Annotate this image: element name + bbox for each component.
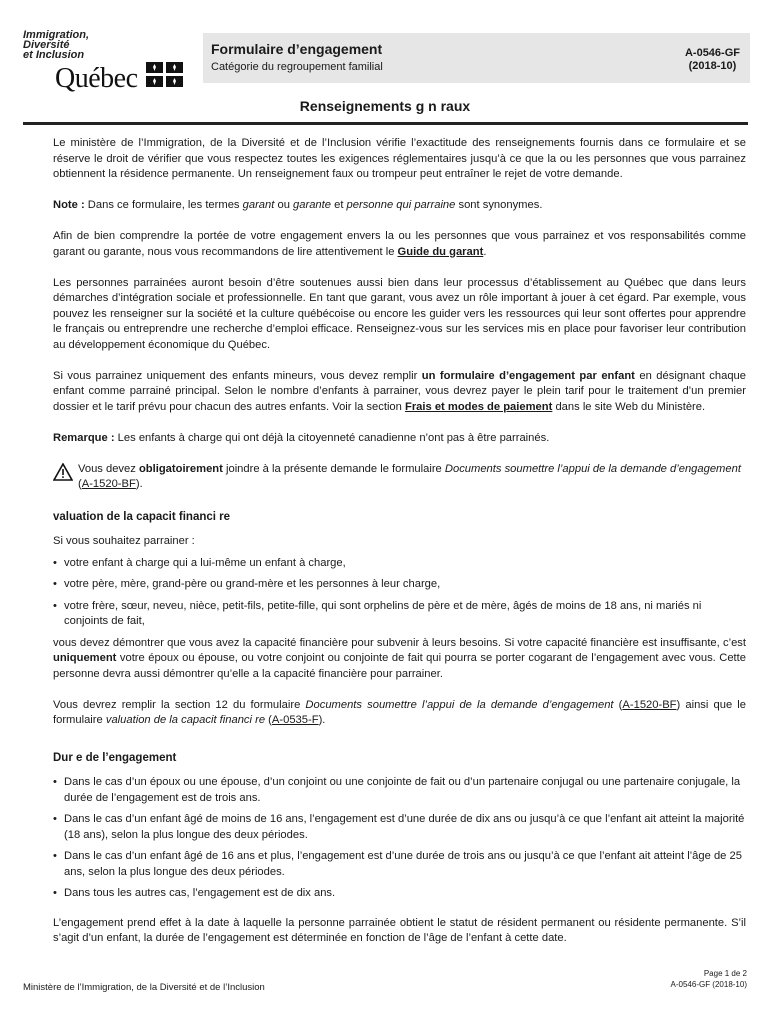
warning-block [53, 462, 746, 493]
document-body [53, 136, 746, 962]
financial-form-title: valuation de la capacit financi re [105, 714, 266, 726]
financial-heading: valuation de la capacit financi re [53, 510, 231, 523]
financial-paragraph-1 [53, 636, 746, 683]
guide-end: . [483, 245, 487, 258]
financial-text: ( [613, 698, 623, 711]
note-term-garante: garante [293, 199, 331, 211]
list-item: • Dans le cas d’un époux ou une épouse, d’un conjoint ou une conjointe de fait ou d’un partenaire conjugal ou une partenaire conjugale, la durée de l’engagement est de trois ans. [53, 775, 746, 806]
form-title: Formulaire d’engagement [211, 41, 383, 57]
quebec-logo [23, 30, 203, 92]
financial-paragraph-2 [53, 698, 746, 729]
note-label: Note : [53, 199, 85, 211]
warning-bold: obligatoirement [138, 462, 223, 475]
section-divider [23, 122, 748, 125]
financial-text: ( [265, 714, 272, 726]
financial-list [53, 556, 746, 630]
financial-lead: Si vous souhaitez parrainer : [53, 535, 195, 547]
section-title: Renseignements g n raux [299, 98, 471, 114]
minors-text: Si vous parrainez uniquement des enfants mineurs, vous devez remplir [53, 369, 422, 382]
support-paragraph: Les personnes parrainées auront besoin d’être soutenues aussi bien dans leur processus d’établissement au Québec que dans leurs démarches d’intégration sociale et professionnelle. En tant que garant, vous avez un rôle important à jouer à cet égard. Par exemple, vous pouvez les renseigner sur la société et la culture québécoise ou encore les guider vers les ressources qui leur sont offertes pour apprendre le français ou entreprendre une recherche d’emploi efficace. Renseignez-vous sur les services mis en place pour favoriser leur contribution au développement économique du Québec. [53, 276, 746, 351]
financial-text: Vous devrez remplir la section 12 du formulaire [53, 698, 306, 711]
frais-paiement-link[interactable]: Frais et modes de paiement [404, 400, 553, 413]
form-code-number: A-0546-GF [684, 47, 740, 59]
warning-text: ( [78, 478, 82, 490]
note-paragraph [53, 198, 746, 214]
page-number: Page 1 de 2 [703, 969, 747, 978]
minors-paragraph [53, 369, 746, 416]
note-term-personne: personne qui parraine [346, 199, 456, 211]
footer-ministry: Ministère de l’Immigration, de la Diversité et de l’Inclusion [23, 982, 265, 993]
minors-text: en désignant chaque enfant comme parrainé principal. Selon le nombre d’enfants à parrainer, vous devrez payer le plein tarif pour le traitement d’un premier dossier et le tarif prévu pour chacun des autres enfants. Voir la section [53, 369, 746, 413]
note-text: Dans ce formulaire, les termes [84, 199, 243, 211]
warning-text: ). [135, 478, 143, 490]
warning-text: joindre à la présente demande le formulaire [222, 462, 445, 475]
list-item: • votre enfant à charge qui a lui-même un enfant à charge, [53, 556, 746, 572]
logo-department-line2: Diversité [23, 39, 70, 51]
form-code [685, 47, 740, 73]
form-header [203, 33, 750, 83]
guide-du-garant-link[interactable]: Guide du garant [397, 245, 484, 258]
financial-bold: uniquement [53, 652, 117, 664]
financial-text: ). [318, 714, 326, 726]
list-item: • Dans le cas d’un enfant âgé de moins de 16 ans, l’engagement est d’une durée de dix ans ou jusqu’à ce que l’enfant ait atteint la majorité (18 ans), selon la plus longue des deux périodes. [53, 812, 746, 843]
financial-text: votre époux ou épouse, ou votre conjoint ou conjointe de fait qui pourra se porter cogarant de l’engagement avec vous. Cette personne devra aussi démontrer qu’elle a la capacité financière pour parrainer. [53, 652, 746, 680]
a-0535-f-link[interactable]: A-0535-F [271, 714, 319, 726]
list-item: • votre père, mère, grand-père ou grand-mère et les personnes à leur charge, [53, 577, 746, 593]
logo-wordmark: Québec [55, 63, 138, 94]
remarque-label: Remarque : [53, 431, 115, 444]
guide-text: Afin de bien comprendre la portée de votre engagement envers la ou les personnes que vous parrainez et vos responsabilités comme garant ou garante, nous vous recommandons de lire attentivement le [53, 230, 746, 258]
list-item: • votre frère, sœur, neveu, nièce, petit-fils, petite-fille, qui sont orphelins de père et de mère, âgés de moins de 18 ans, ni mariés ni conjoints de fait, [53, 599, 746, 630]
intro-paragraph: Le ministère de l’Immigration, de la Diversité et de l’Inclusion vérifie l’exactitude des renseignements fournis dans ce formulaire et se réserve le droit de vérifier que vous respectez toutes les exigences réglementaires jusqu’à ce que la ou les personnes que vous parrainez obtiennent la résidence permanente. Un renseignement faux ou trompeur peut entraîner le rejet de votre demande. [53, 137, 746, 180]
financial-text: vous devez démontrer que vous avez la capacité financière pour subvenir à leurs besoins. Si votre capacité financière est insuffisante, c’est [53, 636, 746, 649]
minors-bold: un formulaire d’engagement par enfant [421, 369, 635, 382]
remarque-text: Les enfants à charge qui ont déjà la citoyenneté canadienne n’ont pas à être parrainés. [114, 431, 550, 444]
logo-department-line3: et Inclusion [23, 49, 85, 61]
logo-department-line1: Immigration, [23, 29, 90, 41]
note-text: sont synonymes. [455, 199, 543, 211]
form-code-version: (2018-10) [688, 60, 737, 72]
note-text: et [330, 199, 347, 211]
duration-closing: L’engagement prend effet à la date à laquelle la personne parrainée obtient le statut de résident permanent ou résidente permanente. S’il s’agit d’un enfant, la durée de l’engagement est déterminée en fonction de l’âge de l’enfant à cette date. [53, 916, 746, 944]
footer-page-info [671, 968, 747, 990]
guide-paragraph [53, 229, 746, 260]
financial-form-title: Documents soumettre l’appui de la demande d’engagement [305, 698, 614, 711]
remarque-paragraph [53, 431, 746, 447]
warning-text: Vous devez [78, 462, 139, 475]
a-1520-bf-link[interactable]: A-1520-BF [81, 478, 136, 490]
note-term-garant: garant [242, 199, 275, 211]
warning-form-title: Documents soumettre l’appui de la demande d’engagement [444, 462, 741, 475]
financial-text: ) ainsi que le formulaire [53, 698, 746, 726]
footer-code: A-0546-GF (2018-10) [670, 980, 747, 989]
minors-text: dans le site Web du Ministère. [552, 400, 706, 413]
fleurdelise-flag-icon [146, 62, 186, 88]
note-text: ou [274, 199, 294, 211]
a-1520-bf-link[interactable]: A-1520-BF [622, 698, 677, 711]
warning-icon [53, 463, 73, 481]
list-item: • Dans tous les autres cas, l’engagement est de dix ans. [53, 886, 746, 902]
form-subtitle: Catégorie du regroupement familial [211, 61, 383, 73]
list-item: • Dans le cas d’un enfant âgé de 16 ans et plus, l’engagement est d’une durée de trois ans ou jusqu’à ce que l’enfant ait atteint l’âge de 25 ans, selon la plus longue des deux périodes. [53, 849, 746, 880]
duration-heading: Dur e de l’engagement [53, 751, 177, 764]
duration-list [53, 775, 746, 902]
